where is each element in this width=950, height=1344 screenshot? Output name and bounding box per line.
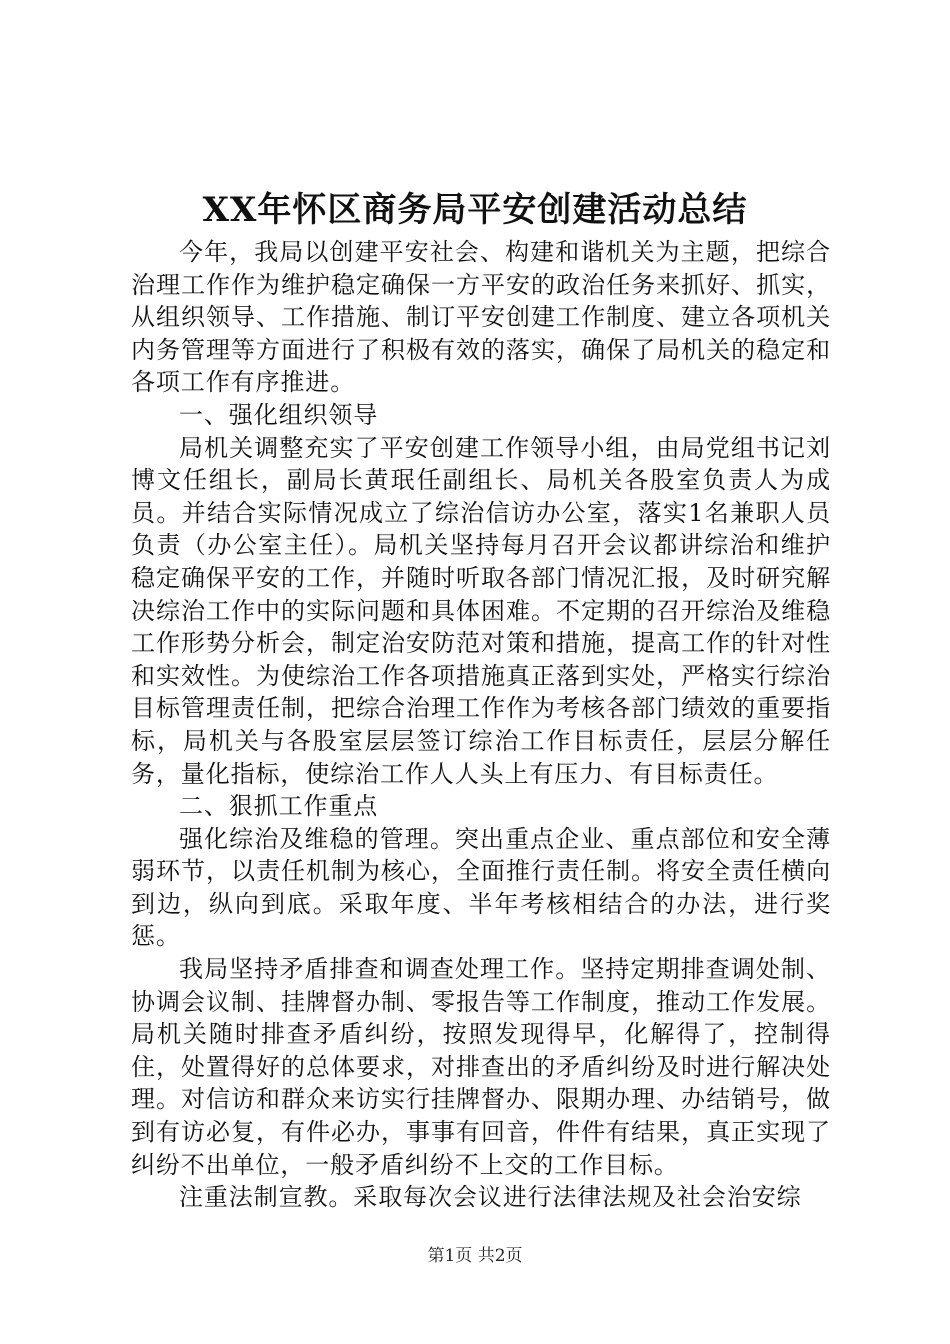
document-body xyxy=(131,236,831,1214)
organization-paragraph: 局机关调整充实了平安创建工作领导小组，由局党组书记刘博文任组长，副局长黄珉任副组长、局机关各股室负责人为成员。并结合实际情况成立了综治信访办公室，落实1名兼职人员负责（办公室主任）。局机关坚持每月召开会议都讲综治和维护稳定确保平安的工作，并随时听取各部门情况汇报，及时研究解决综治工作中的实际问题和具体困难。不定期的召开综治及维稳工作形势分析会，制定治安防范对策和措施，提高工作的针对性和实效性。为使综治工作各项措施真正落到实处，严格实行综治目标管理责任制，把综合治理工作作为考核各部门绩效的重要指标，局机关与各股室层层签订综治工作目标责任，层层分解任务，量化指标，使综治工作人人头上有压力、有目标责任。 xyxy=(131,433,831,788)
intro-paragraph: 今年，我局以创建平安社会、构建和谐机关为主题，把综合治理工作作为维护稳定确保一方平安的政治任务来抓好、抓实，从组织领导、工作措施、制订平安创建工作制度、建立各项机关内务管理等方面进行了积极有效的落实，确保了局机关的稳定和各项工作有序推进。 xyxy=(131,238,831,397)
key-work-paragraph-2: 我局坚持矛盾排查和调查处理工作。坚持定期排查调处制、协调会议制、挂牌督办制、零报告等工作制度，推动工作发展。局机关随时排查矛盾纠纷，按照发现得早，化解得了，控制得住，处置得好的总体要求，对排查出的矛盾纠纷及时进行解决处理。对信访和群众来访实行挂牌督办、限期办理、办结销号，做到有访必复，有件必办，事事有回音，件件有结果，真正实现了纠纷不出单位，一般矛盾纠纷不上交的工作目标。 xyxy=(131,955,831,1179)
section-heading-key-work: 二、狠抓工作重点 xyxy=(179,792,379,821)
key-work-paragraph-3: 注重法制宣教。采取每次会议进行法律法规及社会治安综 xyxy=(179,1183,802,1212)
document-title: XX年怀区商务局平安创建活动总结 xyxy=(202,190,748,230)
section-heading-organization: 一、强化组织领导 xyxy=(179,400,379,429)
page-footer: 第1页 共2页 xyxy=(427,1246,523,1266)
key-work-paragraph-1: 强化综治及维稳的管理。突出重点企业、重点部位和安全薄弱环节，以责任机制为核心，全面推行责任制。将安全责任横向到边，纵向到底。采取年度、半年考核相结合的办法，进行奖惩。 xyxy=(131,824,831,951)
